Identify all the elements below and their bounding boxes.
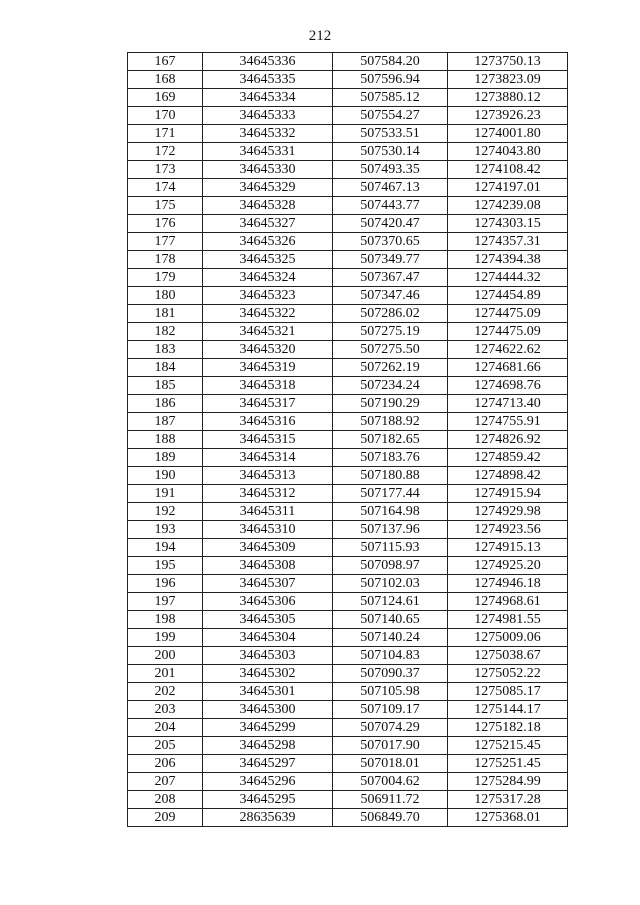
y-coordinate-cell: 1274043.80 bbox=[448, 143, 568, 161]
table-row bbox=[128, 683, 568, 701]
point-number-cell: 187 bbox=[128, 413, 203, 431]
id-cell: 34645323 bbox=[203, 287, 333, 305]
point-number-cell: 192 bbox=[128, 503, 203, 521]
id-cell: 34645303 bbox=[203, 647, 333, 665]
y-coordinate-cell: 1274303.15 bbox=[448, 215, 568, 233]
x-coordinate-cell: 507182.65 bbox=[333, 431, 448, 449]
point-number-cell: 170 bbox=[128, 107, 203, 125]
table-row bbox=[128, 107, 568, 125]
id-cell: 34645298 bbox=[203, 737, 333, 755]
y-coordinate-cell: 1274925.20 bbox=[448, 557, 568, 575]
id-cell: 34645328 bbox=[203, 197, 333, 215]
point-number-cell: 184 bbox=[128, 359, 203, 377]
table-row bbox=[128, 611, 568, 629]
x-coordinate-cell: 507018.01 bbox=[333, 755, 448, 773]
table-row bbox=[128, 215, 568, 233]
y-coordinate-cell: 1275144.17 bbox=[448, 701, 568, 719]
table-row bbox=[128, 161, 568, 179]
point-number-cell: 198 bbox=[128, 611, 203, 629]
point-number-cell: 201 bbox=[128, 665, 203, 683]
table-row bbox=[128, 773, 568, 791]
table-row bbox=[128, 233, 568, 251]
x-coordinate-cell: 507109.17 bbox=[333, 701, 448, 719]
id-cell: 34645332 bbox=[203, 125, 333, 143]
y-coordinate-cell: 1273750.13 bbox=[448, 53, 568, 71]
y-coordinate-cell: 1274968.61 bbox=[448, 593, 568, 611]
table-row bbox=[128, 593, 568, 611]
id-cell: 34645324 bbox=[203, 269, 333, 287]
x-coordinate-cell: 507004.62 bbox=[333, 773, 448, 791]
x-coordinate-cell: 507585.12 bbox=[333, 89, 448, 107]
id-cell: 34645311 bbox=[203, 503, 333, 521]
point-number-cell: 183 bbox=[128, 341, 203, 359]
x-coordinate-cell: 507124.61 bbox=[333, 593, 448, 611]
id-cell: 34645319 bbox=[203, 359, 333, 377]
table-row bbox=[128, 665, 568, 683]
x-coordinate-cell: 507275.19 bbox=[333, 323, 448, 341]
table-row bbox=[128, 467, 568, 485]
point-number-cell: 177 bbox=[128, 233, 203, 251]
point-number-cell: 206 bbox=[128, 755, 203, 773]
id-cell: 34645306 bbox=[203, 593, 333, 611]
id-cell: 34645296 bbox=[203, 773, 333, 791]
table-row bbox=[128, 287, 568, 305]
point-number-cell: 208 bbox=[128, 791, 203, 809]
id-cell: 34645318 bbox=[203, 377, 333, 395]
x-coordinate-cell: 507420.47 bbox=[333, 215, 448, 233]
table-row bbox=[128, 431, 568, 449]
table-row bbox=[128, 647, 568, 665]
table-row bbox=[128, 521, 568, 539]
table-row bbox=[128, 251, 568, 269]
x-coordinate-cell: 507098.97 bbox=[333, 557, 448, 575]
id-cell: 34645329 bbox=[203, 179, 333, 197]
id-cell: 34645330 bbox=[203, 161, 333, 179]
table-row bbox=[128, 737, 568, 755]
y-coordinate-cell: 1274444.32 bbox=[448, 269, 568, 287]
x-coordinate-cell: 507262.19 bbox=[333, 359, 448, 377]
point-number-cell: 181 bbox=[128, 305, 203, 323]
point-number-cell: 190 bbox=[128, 467, 203, 485]
table-row bbox=[128, 359, 568, 377]
id-cell: 34645295 bbox=[203, 791, 333, 809]
id-cell: 34645308 bbox=[203, 557, 333, 575]
table-row bbox=[128, 755, 568, 773]
table-row bbox=[128, 323, 568, 341]
id-cell: 28635639 bbox=[203, 809, 333, 827]
point-number-cell: 196 bbox=[128, 575, 203, 593]
table-row bbox=[128, 575, 568, 593]
x-coordinate-cell: 507137.96 bbox=[333, 521, 448, 539]
table-row bbox=[128, 125, 568, 143]
id-cell: 34645322 bbox=[203, 305, 333, 323]
x-coordinate-cell: 507104.83 bbox=[333, 647, 448, 665]
x-coordinate-cell: 507367.47 bbox=[333, 269, 448, 287]
table-row bbox=[128, 485, 568, 503]
point-number-cell: 195 bbox=[128, 557, 203, 575]
table-row bbox=[128, 71, 568, 89]
id-cell: 34645321 bbox=[203, 323, 333, 341]
y-coordinate-cell: 1275215.45 bbox=[448, 737, 568, 755]
y-coordinate-cell: 1273880.12 bbox=[448, 89, 568, 107]
coordinates-table bbox=[127, 52, 568, 827]
y-coordinate-cell: 1275085.17 bbox=[448, 683, 568, 701]
x-coordinate-cell: 507177.44 bbox=[333, 485, 448, 503]
table-row bbox=[128, 557, 568, 575]
table-row bbox=[128, 143, 568, 161]
y-coordinate-cell: 1273926.23 bbox=[448, 107, 568, 125]
id-cell: 34645310 bbox=[203, 521, 333, 539]
point-number-cell: 191 bbox=[128, 485, 203, 503]
table-row bbox=[128, 269, 568, 287]
point-number-cell: 209 bbox=[128, 809, 203, 827]
y-coordinate-cell: 1274929.98 bbox=[448, 503, 568, 521]
id-cell: 34645301 bbox=[203, 683, 333, 701]
x-coordinate-cell: 507183.76 bbox=[333, 449, 448, 467]
table-row bbox=[128, 539, 568, 557]
y-coordinate-cell: 1274826.92 bbox=[448, 431, 568, 449]
id-cell: 34645335 bbox=[203, 71, 333, 89]
x-coordinate-cell: 507188.92 bbox=[333, 413, 448, 431]
point-number-cell: 186 bbox=[128, 395, 203, 413]
id-cell: 34645304 bbox=[203, 629, 333, 647]
point-number-cell: 205 bbox=[128, 737, 203, 755]
y-coordinate-cell: 1274394.38 bbox=[448, 251, 568, 269]
y-coordinate-cell: 1274698.76 bbox=[448, 377, 568, 395]
point-number-cell: 189 bbox=[128, 449, 203, 467]
point-number-cell: 188 bbox=[128, 431, 203, 449]
x-coordinate-cell: 507090.37 bbox=[333, 665, 448, 683]
y-coordinate-cell: 1273823.09 bbox=[448, 71, 568, 89]
y-coordinate-cell: 1275251.45 bbox=[448, 755, 568, 773]
x-coordinate-cell: 507190.29 bbox=[333, 395, 448, 413]
x-coordinate-cell: 506849.70 bbox=[333, 809, 448, 827]
x-coordinate-cell: 507234.24 bbox=[333, 377, 448, 395]
y-coordinate-cell: 1274475.09 bbox=[448, 305, 568, 323]
y-coordinate-cell: 1274946.18 bbox=[448, 575, 568, 593]
id-cell: 34645326 bbox=[203, 233, 333, 251]
table-body bbox=[128, 53, 568, 827]
y-coordinate-cell: 1274454.89 bbox=[448, 287, 568, 305]
y-coordinate-cell: 1274622.62 bbox=[448, 341, 568, 359]
table-row bbox=[128, 53, 568, 71]
x-coordinate-cell: 507347.46 bbox=[333, 287, 448, 305]
x-coordinate-cell: 507584.20 bbox=[333, 53, 448, 71]
id-cell: 34645309 bbox=[203, 539, 333, 557]
id-cell: 34645312 bbox=[203, 485, 333, 503]
y-coordinate-cell: 1275368.01 bbox=[448, 809, 568, 827]
table-row bbox=[128, 179, 568, 197]
x-coordinate-cell: 507105.98 bbox=[333, 683, 448, 701]
point-number-cell: 200 bbox=[128, 647, 203, 665]
point-number-cell: 174 bbox=[128, 179, 203, 197]
table-row bbox=[128, 305, 568, 323]
y-coordinate-cell: 1274713.40 bbox=[448, 395, 568, 413]
point-number-cell: 194 bbox=[128, 539, 203, 557]
y-coordinate-cell: 1274981.55 bbox=[448, 611, 568, 629]
x-coordinate-cell: 506911.72 bbox=[333, 791, 448, 809]
y-coordinate-cell: 1274108.42 bbox=[448, 161, 568, 179]
point-number-cell: 169 bbox=[128, 89, 203, 107]
x-coordinate-cell: 507102.03 bbox=[333, 575, 448, 593]
y-coordinate-cell: 1275038.67 bbox=[448, 647, 568, 665]
id-cell: 34645331 bbox=[203, 143, 333, 161]
y-coordinate-cell: 1274475.09 bbox=[448, 323, 568, 341]
table-row bbox=[128, 377, 568, 395]
id-cell: 34645316 bbox=[203, 413, 333, 431]
table-row bbox=[128, 89, 568, 107]
point-number-cell: 167 bbox=[128, 53, 203, 71]
point-number-cell: 207 bbox=[128, 773, 203, 791]
x-coordinate-cell: 507349.77 bbox=[333, 251, 448, 269]
id-cell: 34645315 bbox=[203, 431, 333, 449]
y-coordinate-cell: 1274915.94 bbox=[448, 485, 568, 503]
id-cell: 34645299 bbox=[203, 719, 333, 737]
id-cell: 34645297 bbox=[203, 755, 333, 773]
point-number-cell: 168 bbox=[128, 71, 203, 89]
x-coordinate-cell: 507180.88 bbox=[333, 467, 448, 485]
id-cell: 34645320 bbox=[203, 341, 333, 359]
id-cell: 34645313 bbox=[203, 467, 333, 485]
y-coordinate-cell: 1274681.66 bbox=[448, 359, 568, 377]
x-coordinate-cell: 507443.77 bbox=[333, 197, 448, 215]
point-number-cell: 180 bbox=[128, 287, 203, 305]
x-coordinate-cell: 507530.14 bbox=[333, 143, 448, 161]
point-number-cell: 175 bbox=[128, 197, 203, 215]
point-number-cell: 193 bbox=[128, 521, 203, 539]
id-cell: 34645334 bbox=[203, 89, 333, 107]
point-number-cell: 182 bbox=[128, 323, 203, 341]
x-coordinate-cell: 507017.90 bbox=[333, 737, 448, 755]
table-row bbox=[128, 395, 568, 413]
table-row bbox=[128, 197, 568, 215]
x-coordinate-cell: 507554.27 bbox=[333, 107, 448, 125]
table-row bbox=[128, 503, 568, 521]
page-number: 212 bbox=[308, 28, 332, 44]
id-cell: 34645300 bbox=[203, 701, 333, 719]
x-coordinate-cell: 507596.94 bbox=[333, 71, 448, 89]
table-row bbox=[128, 791, 568, 809]
x-coordinate-cell: 507140.24 bbox=[333, 629, 448, 647]
point-number-cell: 204 bbox=[128, 719, 203, 737]
y-coordinate-cell: 1275182.18 bbox=[448, 719, 568, 737]
table-row bbox=[128, 719, 568, 737]
point-number-cell: 171 bbox=[128, 125, 203, 143]
point-number-cell: 203 bbox=[128, 701, 203, 719]
table-row bbox=[128, 341, 568, 359]
id-cell: 34645302 bbox=[203, 665, 333, 683]
y-coordinate-cell: 1275317.28 bbox=[448, 791, 568, 809]
point-number-cell: 179 bbox=[128, 269, 203, 287]
y-coordinate-cell: 1274001.80 bbox=[448, 125, 568, 143]
y-coordinate-cell: 1274859.42 bbox=[448, 449, 568, 467]
y-coordinate-cell: 1274239.08 bbox=[448, 197, 568, 215]
x-coordinate-cell: 507275.50 bbox=[333, 341, 448, 359]
y-coordinate-cell: 1274197.01 bbox=[448, 179, 568, 197]
point-number-cell: 199 bbox=[128, 629, 203, 647]
table-row bbox=[128, 629, 568, 647]
x-coordinate-cell: 507115.93 bbox=[333, 539, 448, 557]
id-cell: 34645317 bbox=[203, 395, 333, 413]
id-cell: 34645307 bbox=[203, 575, 333, 593]
y-coordinate-cell: 1274357.31 bbox=[448, 233, 568, 251]
x-coordinate-cell: 507164.98 bbox=[333, 503, 448, 521]
id-cell: 34645333 bbox=[203, 107, 333, 125]
point-number-cell: 197 bbox=[128, 593, 203, 611]
id-cell: 34645327 bbox=[203, 215, 333, 233]
y-coordinate-cell: 1274755.91 bbox=[448, 413, 568, 431]
y-coordinate-cell: 1275009.06 bbox=[448, 629, 568, 647]
x-coordinate-cell: 507140.65 bbox=[333, 611, 448, 629]
id-cell: 34645325 bbox=[203, 251, 333, 269]
point-number-cell: 185 bbox=[128, 377, 203, 395]
table-row bbox=[128, 413, 568, 431]
x-coordinate-cell: 507074.29 bbox=[333, 719, 448, 737]
y-coordinate-cell: 1274915.13 bbox=[448, 539, 568, 557]
point-number-cell: 176 bbox=[128, 215, 203, 233]
id-cell: 34645305 bbox=[203, 611, 333, 629]
x-coordinate-cell: 507286.02 bbox=[333, 305, 448, 323]
x-coordinate-cell: 507493.35 bbox=[333, 161, 448, 179]
point-number-cell: 178 bbox=[128, 251, 203, 269]
x-coordinate-cell: 507467.13 bbox=[333, 179, 448, 197]
point-number-cell: 202 bbox=[128, 683, 203, 701]
y-coordinate-cell: 1274923.56 bbox=[448, 521, 568, 539]
y-coordinate-cell: 1275052.22 bbox=[448, 665, 568, 683]
point-number-cell: 173 bbox=[128, 161, 203, 179]
table-row bbox=[128, 449, 568, 467]
id-cell: 34645314 bbox=[203, 449, 333, 467]
table-row bbox=[128, 701, 568, 719]
id-cell: 34645336 bbox=[203, 53, 333, 71]
table-row bbox=[128, 809, 568, 827]
x-coordinate-cell: 507533.51 bbox=[333, 125, 448, 143]
point-number-cell: 172 bbox=[128, 143, 203, 161]
x-coordinate-cell: 507370.65 bbox=[333, 233, 448, 251]
y-coordinate-cell: 1274898.42 bbox=[448, 467, 568, 485]
y-coordinate-cell: 1275284.99 bbox=[448, 773, 568, 791]
